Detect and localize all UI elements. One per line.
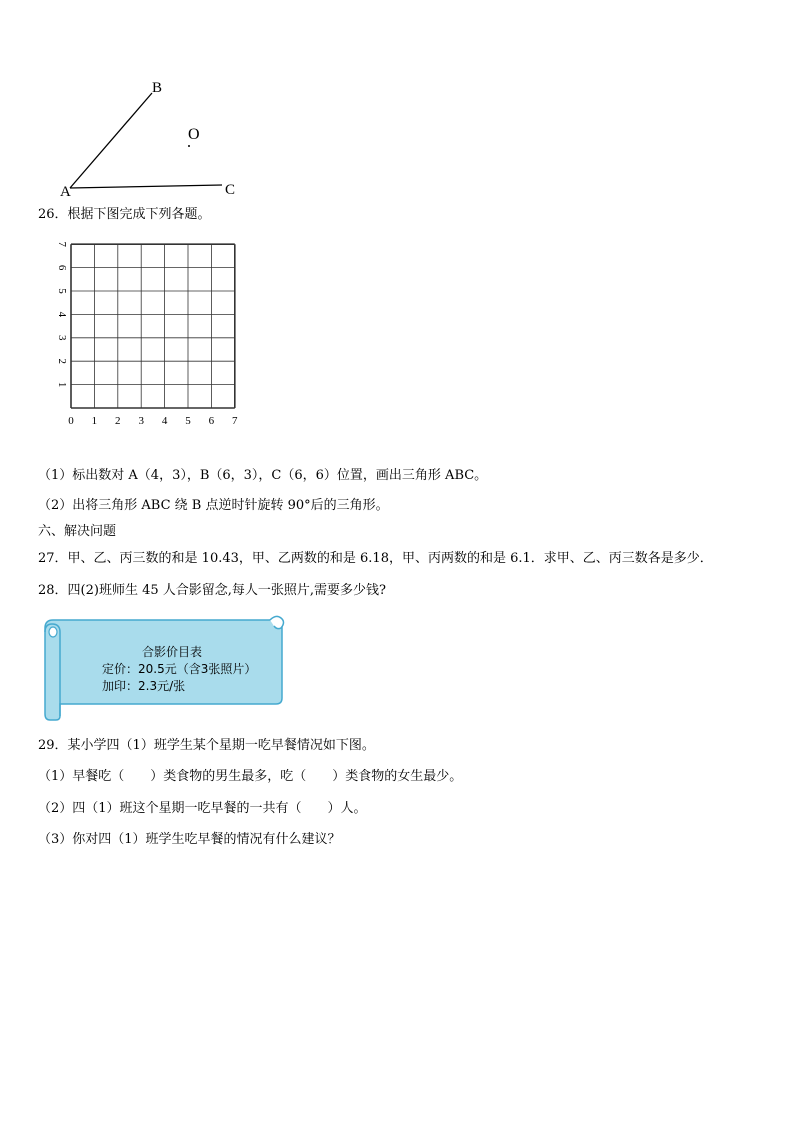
ray-ab bbox=[70, 93, 152, 188]
y-tick-label: 2 bbox=[56, 358, 68, 364]
point-o-dot bbox=[188, 145, 190, 147]
y-tick-label: 6 bbox=[56, 264, 68, 271]
coordinate-grid bbox=[52, 241, 252, 445]
x-tick-label: 3 bbox=[138, 415, 144, 427]
x-tick-label: 5 bbox=[185, 415, 191, 427]
scroll-reprint-line: 加印：2.3元/张 bbox=[102, 679, 186, 693]
q26-part2: （2）出将三角形 ABC 绕 B 点逆时针旋转 90°后的三角形。 bbox=[38, 498, 389, 513]
q26-title: 26．根据下图完成下列各题。 bbox=[38, 207, 211, 222]
label-a: A bbox=[60, 184, 71, 200]
y-tick-label: 5 bbox=[56, 288, 68, 294]
y-tick-label: 4 bbox=[56, 311, 68, 318]
scroll-title: 合影价目表 bbox=[142, 645, 203, 659]
scroll-curl-left-knob bbox=[49, 627, 57, 637]
section-title: 六、解决问题 bbox=[38, 524, 117, 539]
x-tick-label: 2 bbox=[115, 415, 121, 427]
q28-text: 28．四(2)班师生 45 人合影留念,每人一张照片,需要多少钱? bbox=[38, 583, 386, 598]
label-b: B bbox=[152, 80, 163, 96]
ray-ac bbox=[70, 185, 222, 188]
label-c: C bbox=[225, 182, 236, 198]
angle-figure bbox=[50, 70, 250, 205]
x-tick-label: 1 bbox=[91, 415, 98, 427]
y-tick-label: 1 bbox=[56, 381, 68, 388]
scroll-price-line: 定价：20.5元（含3张照片） bbox=[102, 662, 257, 676]
q29-part1: （1）早餐吃（ ）类食物的男生最多，吃（ ）类食物的女生最少。 bbox=[38, 769, 463, 784]
q27-text: 27．甲、乙、丙三数的和是 10.43，甲、乙两数的和是 6.18，甲、丙两数的和是 6.1．求甲、乙、丙三数各是多少． bbox=[38, 551, 713, 566]
label-o: O bbox=[188, 126, 200, 143]
q29-part3: （3）你对四（1）班学生吃早餐的情况有什么建议？ bbox=[38, 832, 341, 847]
y-tick-label: 7 bbox=[56, 241, 68, 247]
y-tick-label: 3 bbox=[56, 335, 68, 341]
q29-text: 29．某小学四（1）班学生某个星期一吃早餐情况如下图。 bbox=[38, 738, 375, 753]
q29-part2: （2）四（1）班这个星期一吃早餐的一共有（ ）人。 bbox=[38, 801, 367, 816]
x-tick-label: 0 bbox=[68, 415, 74, 427]
x-tick-label: 7 bbox=[232, 415, 238, 427]
q26-part1: （1）标出数对 A（4，3），B（6，3），C（6，6）位置，画出三角形 ABC。 bbox=[38, 468, 488, 483]
x-tick-label: 4 bbox=[161, 415, 168, 427]
x-tick-label: 6 bbox=[208, 415, 215, 427]
